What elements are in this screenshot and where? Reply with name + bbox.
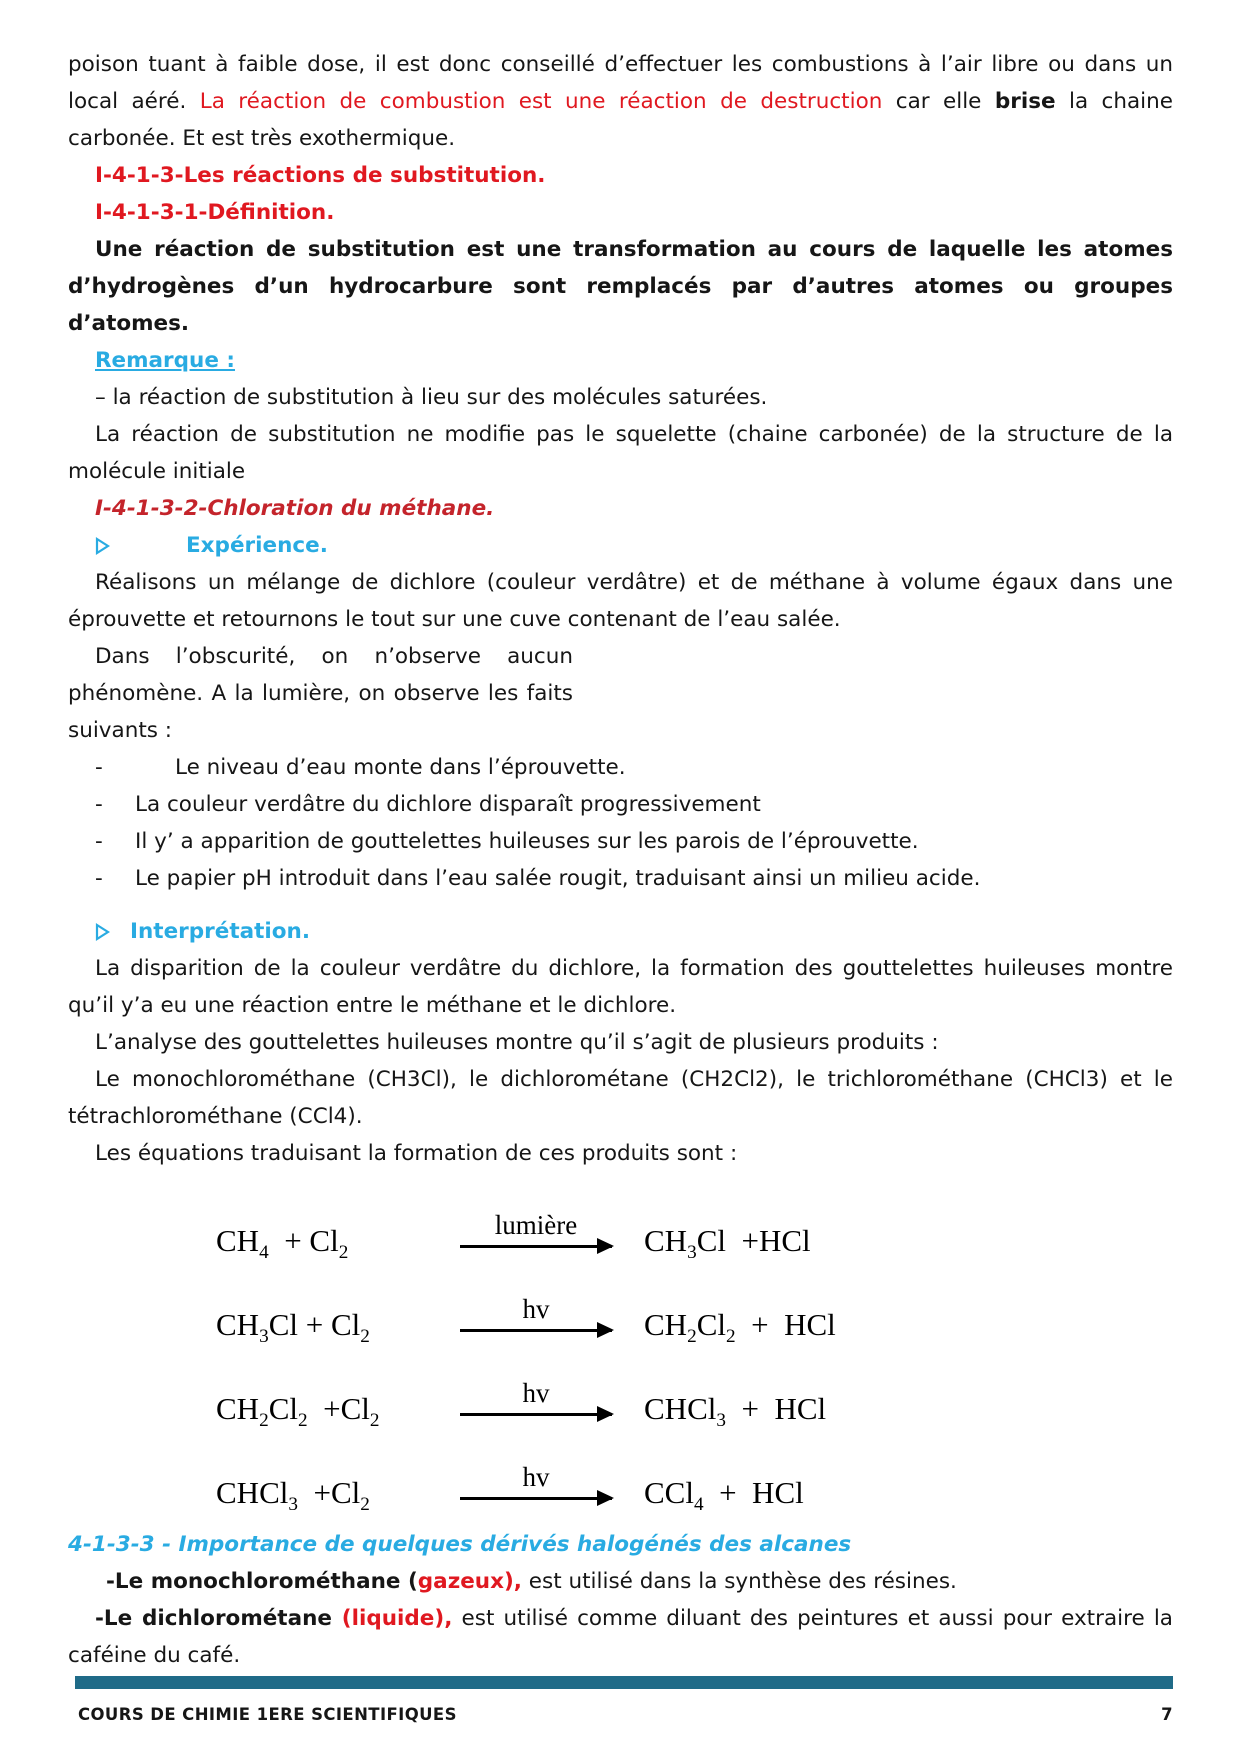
reaction-condition-label: lumière — [494, 1210, 578, 1240]
arrow-bullet-icon — [95, 923, 110, 941]
equation-row-2 — [68, 1270, 1173, 1348]
intro-text-1: poison tuant à faible dose, il est donc conseillé d’effectuer les combustions à l’air libre ou dans un local aéré. — [68, 52, 1173, 114]
use-state-red: gazeux), — [417, 1569, 522, 1594]
observation-text: Le niveau d’eau monte dans l’éprouvette. — [175, 755, 626, 780]
footer-page-number: 7 — [1161, 1705, 1173, 1724]
equation-reactants: $CH_4 + Cl_2$ — [216, 1223, 349, 1264]
use-state-red: (liquide), — [341, 1606, 453, 1631]
reaction-arrow — [460, 1210, 612, 1258]
observation-item — [68, 860, 1173, 897]
chemical-equations-figure — [68, 1186, 1173, 1516]
reaction-arrow — [460, 1462, 612, 1510]
observation-text: Le papier pH introduit dans l’eau salée rougit, traduisant ainsi un milieu acide. — [135, 866, 981, 891]
paragraph-definition: Une réaction de substitution est une transformation au cours de laquelle les atomes d’hydrogènes d’un hydrocarbure sont remplacés par d’autres atomes ou groupes d’atomes. — [68, 237, 1173, 336]
equation-row-3 — [68, 1354, 1173, 1432]
page-footer — [78, 1700, 1173, 1730]
paragraph-dichloromethane-use — [68, 1600, 1173, 1674]
observation-item — [68, 786, 1173, 823]
reaction-arrow-icon — [460, 1329, 612, 1332]
reaction-arrow-icon — [460, 1497, 612, 1500]
equation-row-1 — [68, 1186, 1173, 1264]
equation-products: CHCl$_3$ + HCl — [644, 1391, 827, 1432]
paragraph-remark-note: La réaction de substitution ne modifie pas le squelette (chaine carbonée) de la structure de la molécule initiale — [68, 422, 1173, 484]
dash-bullet: - — [95, 866, 103, 891]
interpretation-header — [68, 913, 1173, 950]
experience-header — [68, 527, 1173, 564]
paragraph-products: Le monochlorométhane (CH3Cl), le dichlorométane (CH2Cl2), le trichlorométhane (CHCl3) et le tétrachlorométhane (CCl4). — [68, 1067, 1173, 1129]
reaction-arrow-icon — [460, 1245, 612, 1248]
use-bold-text: -Le dichlorométane — [95, 1606, 342, 1631]
dash-bullet: - — [95, 829, 103, 854]
equation-products: CCl$_4$ + HCl — [644, 1475, 804, 1516]
remark-row — [68, 342, 1173, 379]
reaction-arrow-icon — [460, 1413, 612, 1416]
heading-substitution-reactions: I-4-1-3-Les réactions de substitution. — [95, 163, 546, 188]
paragraph-monochloromethane-use — [68, 1563, 1173, 1600]
footer-course-title: COURS DE CHIMIE 1ERE SCIENTIFIQUES — [78, 1705, 457, 1724]
paragraph-equations-intro: Les équations traduisant la formation de ces produits sont : — [95, 1141, 738, 1166]
observation-text: Il y’ a apparition de gouttelettes huileuses sur les parois de l’éprouvette. — [135, 829, 919, 854]
reaction-arrow — [460, 1378, 612, 1426]
reaction-condition-label: hv — [522, 1294, 550, 1324]
paragraph-interpretation-1: La disparition de la couleur verdâtre du dichlore, la formation des gouttelettes huileuses montre qu’il y’a eu une réaction entre le méthane et le dichlore. — [68, 956, 1173, 1018]
paragraph-interpretation-2: L’analyse des gouttelettes huileuses montre qu’il s’agit de plusieurs produits : — [95, 1030, 939, 1055]
interpretation-label: Interprétation. — [130, 919, 311, 944]
heading-definition: I-4-1-3-1-Définition. — [95, 200, 335, 225]
experience-label: Expérience. — [186, 533, 328, 558]
heading-importance-halogen-derivatives: 4-1-3-3 - Importance de quelques dérivés halogénés des alcanes — [68, 1532, 852, 1557]
paragraph-remark-item: – la réaction de substitution à lieu sur des molécules saturées. — [95, 385, 768, 410]
remark-label: Remarque : — [95, 348, 236, 373]
arrow-bullet-icon — [95, 537, 110, 555]
equation-reactants: $CH_3Cl + Cl_2$ — [216, 1307, 370, 1348]
observation-text: La couleur verdâtre du dichlore disparaît progressivement — [135, 792, 761, 817]
observation-item — [68, 749, 1173, 786]
intro-bold-word: brise — [994, 89, 1056, 114]
dash-bullet: - — [95, 792, 103, 817]
equation-products: $CH_2Cl_2$ + HCl — [644, 1307, 836, 1348]
heading-chloration-methane: I-4-1-3-2-Chloration du méthane. — [95, 496, 495, 521]
dash-bullet: - — [95, 755, 103, 780]
use-bold-text: -Le monochlorométhane ( — [106, 1569, 418, 1594]
paragraph-intro — [68, 46, 1173, 157]
reaction-condition-label: hv — [522, 1462, 550, 1492]
equation-products: $CH_3Cl +HCl$ — [644, 1223, 811, 1264]
use-rest-text: est utilisé dans la synthèse des résines. — [521, 1569, 957, 1594]
equation-row-4 — [68, 1438, 1173, 1516]
paragraph-darkness-observation: Dans l’obscurité, on n’observe aucun phénomène. A la lumière, on observe les faits suivants : — [68, 644, 573, 743]
reaction-arrow — [460, 1294, 612, 1342]
equation-reactants: $CH_2Cl_2 +Cl_2$ — [216, 1391, 380, 1432]
intro-text-2: car elle — [882, 89, 995, 114]
equation-reactants: CHCl$_3$ $+Cl_2$ — [216, 1475, 370, 1516]
intro-text-3: la chaine carbonée. Et est très exothermique. — [68, 89, 1173, 151]
footer-divider — [75, 1676, 1173, 1689]
reaction-condition-label: hv — [522, 1378, 550, 1408]
use-rest-text: est utilisé comme diluant des peintures et aussi pour extraire la caféine du café. — [68, 1606, 1173, 1668]
intro-red-highlight: La réaction de combustion est une réaction de destruction — [199, 89, 883, 114]
paragraph-experience: Réalisons un mélange de dichlore (couleur verdâtre) et de méthane à volume égaux dans une éprouvette et retournons le tout sur une cuve contenant de l’eau salée. — [68, 570, 1173, 632]
observation-item — [68, 823, 1173, 860]
